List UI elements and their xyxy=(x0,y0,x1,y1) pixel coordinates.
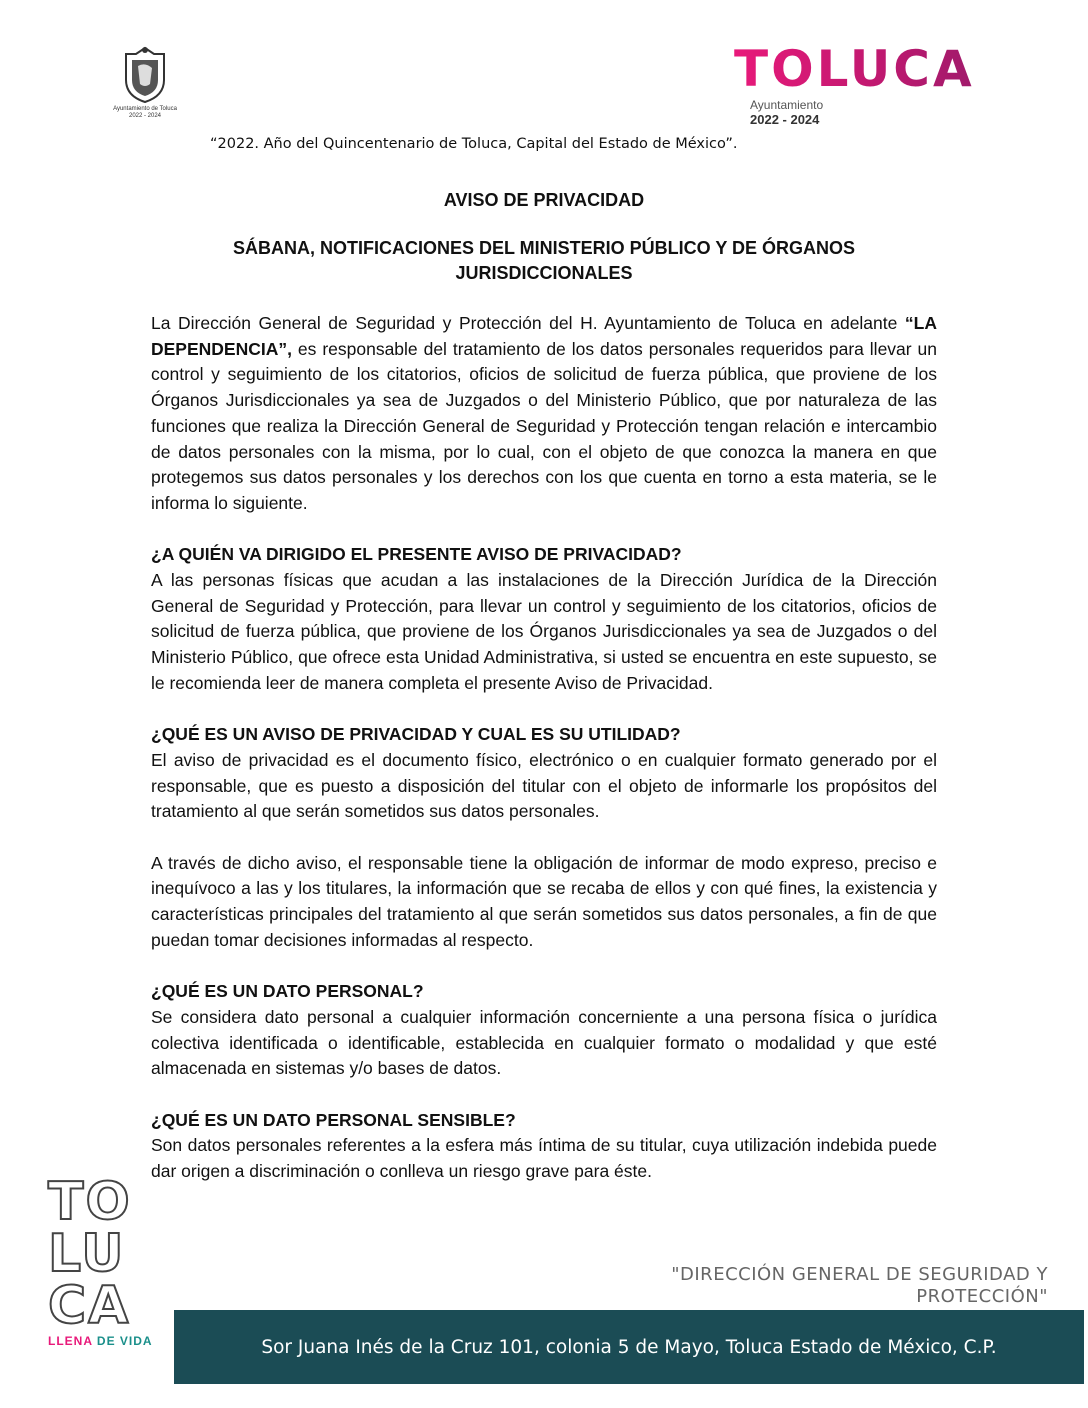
toluca-wordmark: TOLUCA xyxy=(734,44,994,94)
document-title: AVISO DE PRIVACIDAD xyxy=(443,190,645,210)
toluca-footer-logo xyxy=(48,1172,168,1366)
logo-period: 2022 - 2024 xyxy=(750,112,820,127)
section-paragraph: A las personas físicas que acudan a las instalaciones de la Dirección Jurídica de la Dirección General de Seguridad y Protección, para llevar un control y seguimiento de los citatorios, oficios de solicitud de fuerza pública, que proviene de los Órganos Jurisdiccionales ya sea de Juzgados o del Ministerio Público, que ofrece esta Unidad Administrativa, si usted se encuentra en este supuesto, se le recomienda leer de manera completa el presente Aviso de Privacidad. xyxy=(151,570,937,693)
document-subtitle: SÁBANA, NOTIFICACIONES DEL MINISTERIO PÚBLICO Y DE ÓRGANOS JURISDICCIONALES xyxy=(232,238,856,283)
section-heading: ¿QUÉ ES UN DATO PERSONAL SENSIBLE? xyxy=(151,1109,516,1130)
address-bar xyxy=(174,1310,1084,1384)
section-paragraph: Se considera dato personal a cualquier información concerniente a una persona física o jurídica colectiva identificada o identificable, establecida en cualquier formato o modalidad y que esté almacenada en sistemas y/o bases de datos. xyxy=(151,1006,937,1079)
intro-paragraph xyxy=(151,311,937,517)
tagline-part-2: DE VIDA xyxy=(96,1334,153,1348)
intro-text-start: La Dirección General de Seguridad y Protección del H. Ayuntamiento de Toluca en adelante xyxy=(151,313,905,333)
department-line-1: "DIRECCIÓN GENERAL DE SEGURIDAD Y xyxy=(671,1264,1048,1285)
logo-line-2: LU xyxy=(48,1224,126,1284)
logo-line-1: TO xyxy=(48,1172,132,1232)
section-paragraph: El aviso de privacidad es el documento físico, electrónico o en cualquier formato generado por el responsable, que es puesto a disposición del titular con el objeto de informarle los propósitos del tratamiento al que serán sometidos sus datos personales. xyxy=(151,749,937,822)
municipal-seal-logo xyxy=(108,44,182,128)
department-label xyxy=(648,1264,1048,1308)
seal-caption: Ayuntamiento de Toluca xyxy=(113,106,177,112)
section-heading: ¿QUÉ ES UN AVISO DE PRIVACIDAD Y CUAL ES SU UTILIDAD? xyxy=(151,724,681,745)
document-body xyxy=(151,311,937,1185)
toluca-header-logo xyxy=(734,40,994,134)
section-heading: ¿A QUIÉN VA DIRIGIDO EL PRESENTE AVISO DE PRIVACIDAD? xyxy=(151,544,682,565)
logo-line-3: CA xyxy=(48,1276,131,1336)
tagline-part-1: LLENA xyxy=(48,1334,93,1348)
logo-tagline xyxy=(48,1334,168,1348)
year-motto: “2022. Año del Quincentenario de Toluca, Capital del Estado de México”. xyxy=(210,136,738,152)
coat-of-arms-icon xyxy=(114,44,176,106)
section-paragraph: Son datos personales referentes a la esfera más íntima de su titular, cuya utilización indebida puede dar origen a discriminación o conlleva un riesgo grave para éste. xyxy=(151,1135,937,1182)
department-line-2: PROTECCIÓN" xyxy=(916,1286,1048,1307)
intro-bold-term: “LA DEPENDENCIA”, xyxy=(151,313,937,359)
intro-text-end: es responsable del tratamiento de los datos personales requeridos para llevar un control y seguimiento de los citatorios, oficios de solicitud de fuerza pública, que proviene de los Órganos Jurisdiccionales ya sea de Juzgados o del Ministerio Público, que por naturaleza de las funciones que realiza la Dirección General de Seguridad y Protección tengan relación e intercambio de datos personales con la misma, por lo cual, con el objeto de que conozca la manera en que protegemos sus datos personales y los derechos con los que cuenta en torno a esta materia, se le informa lo siguiente. xyxy=(151,338,937,513)
logo-subtitle: Ayuntamiento xyxy=(750,98,824,112)
address-text: Sor Juana Inés de la Cruz 101, colonia 5 de Mayo, Toluca Estado de México, C.P. xyxy=(261,1336,997,1358)
section-heading: ¿QUÉ ES UN DATO PERSONAL? xyxy=(151,981,424,1002)
section-paragraph: A través de dicho aviso, el responsable tiene la obligación de informar de modo expreso, preciso e inequívoco a las y los titulares, la información que se recaba de ellos y con qué fines, la existencia y características principales del tratamiento al que serán sometidos sus datos personales, a fin de que puedan tomar decisiones informadas al respecto. xyxy=(151,852,937,950)
seal-period: 2022 - 2024 xyxy=(128,113,162,119)
